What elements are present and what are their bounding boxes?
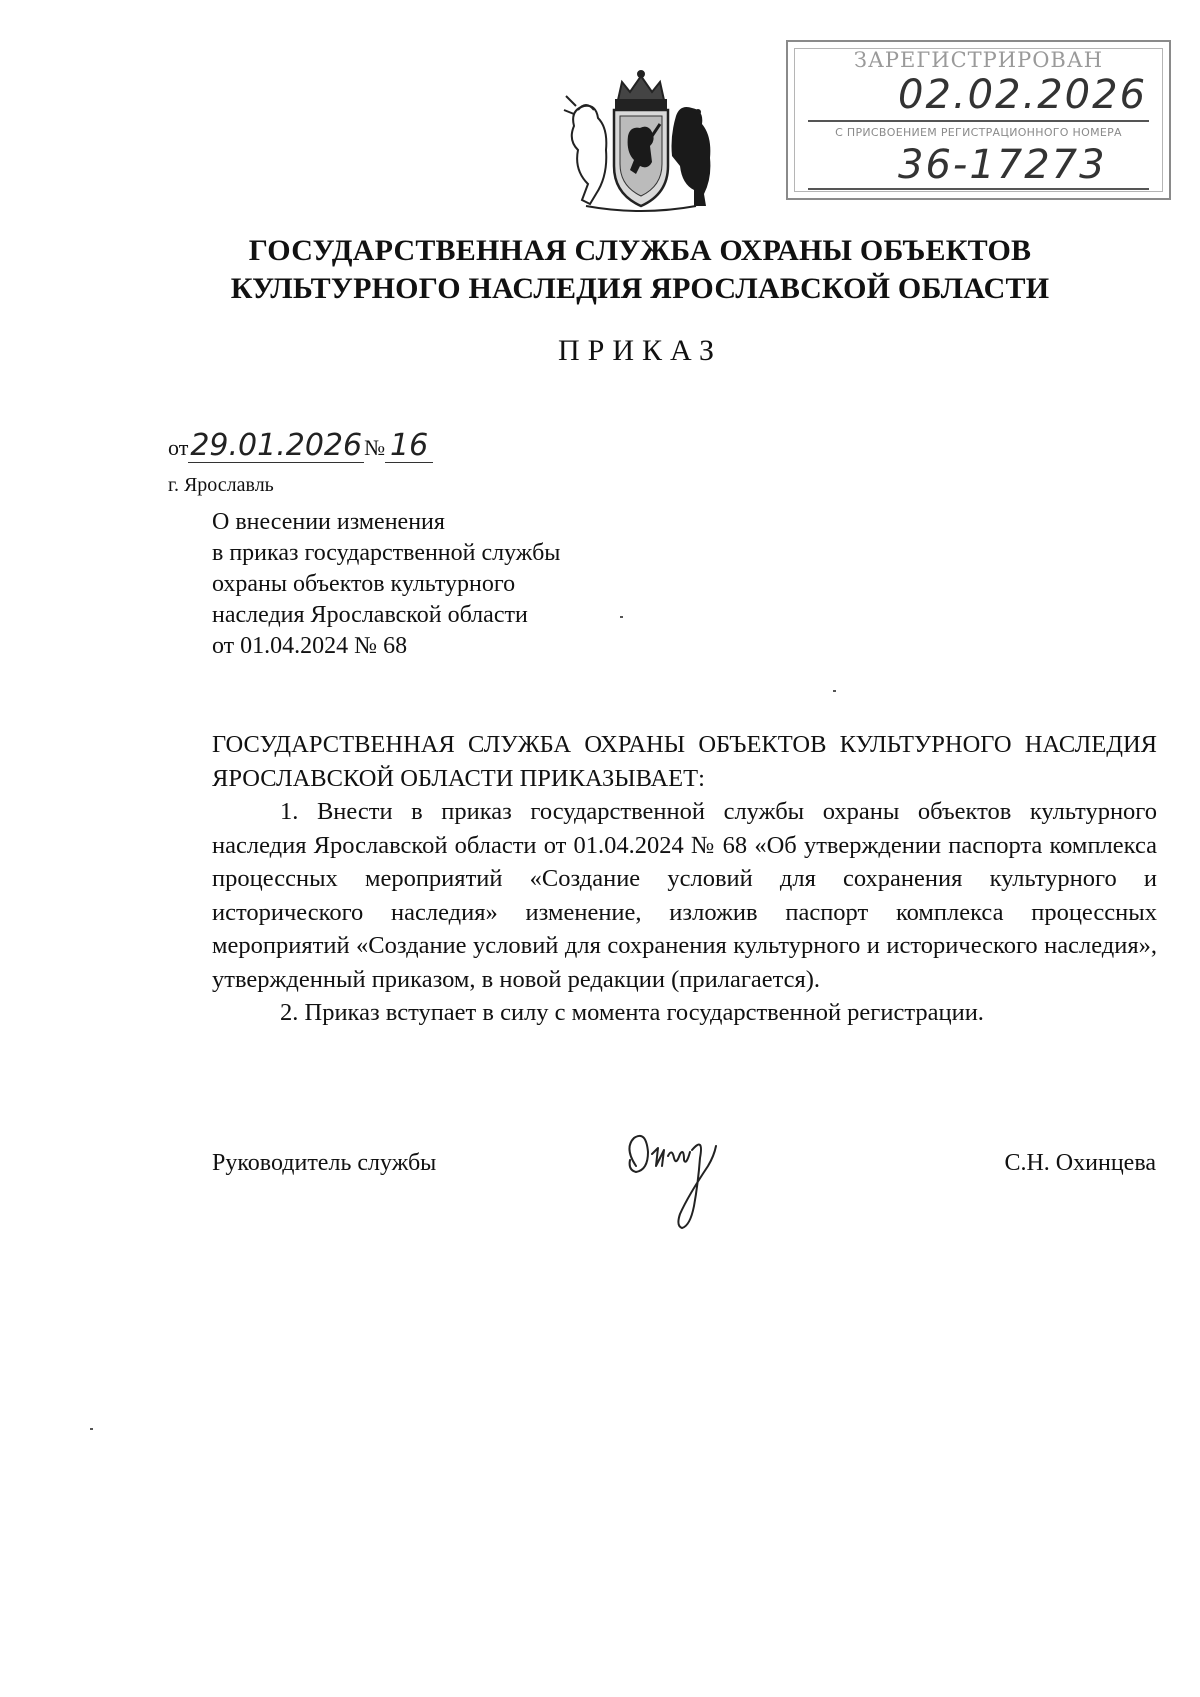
document-date: 29.01.2026 [190,428,363,463]
body-lead: ГОСУДАРСТВЕННАЯ СЛУЖБА ОХРАНЫ ОБЪЕКТОВ КУЛЬТУРНОГО НАСЛЕДИЯ ЯРОСЛАВСКОЙ ОБЛАСТИ ПРИКАЗЫВАЕТ: [212,731,1157,792]
org-heading-line: ГОСУДАРСТВЕННАЯ СЛУЖБА ОХРАНЫ ОБЪЕКТОВ [248,234,1032,267]
organization-heading [150,232,1130,308]
document-subject [212,507,732,662]
number-label: № [364,435,386,460]
handwritten-signature [618,1126,748,1236]
document-body [212,728,1157,1030]
org-heading-line: КУЛЬТУРНОГО НАСЛЕДИЯ ЯРОСЛАВСКОЙ ОБЛАСТИ [230,272,1050,305]
stamp-divider [808,120,1149,122]
from-label: от [168,435,189,460]
document-type: ПРИКАЗ [558,334,722,367]
subject-line: от 01.04.2024 № 68 [212,633,408,659]
subject-line: охраны объектов культурного [212,571,516,597]
stamp-divider [808,188,1149,190]
scan-speck [833,690,836,692]
body-item: 1. Внести в приказ государственной службы охраны объектов культурного наследия Ярославской области от 01.04.2024 № 68 «Об утверждении паспорта комплекса процессных мероприятий «Создание условий для сохранения культурного и исторического наследия» изменение, изложив паспорт комплекса процессных мероприятий «Создание условий для сохранения культурного и исторического наследия», утвержденный приказом, в новой редакции (прилагается). [212,798,1157,993]
city: г. Ярославль [168,474,274,496]
body-item: 2. Приказ вступает в силу с момента государственной регистрации. [280,999,984,1026]
coat-of-arms-icon [556,66,726,216]
scan-speck [90,1428,93,1430]
signer-position: Руководитель службы [212,1150,437,1176]
subject-line: в приказ государственной службы [212,540,561,566]
subject-line: наследия Ярославской области [212,602,528,628]
subject-line: О внесении изменения [212,509,445,535]
stamp-date: 02.02.2026 [898,72,1148,118]
stamp-registration-number: 36-17273 [898,142,1107,188]
registration-stamp [786,40,1171,200]
signer-name: С.Н. Охинцева [1004,1150,1156,1176]
stamp-title: ЗАРЕГИСТРИРОВАН [853,48,1104,72]
stamp-caption: С ПРИСВОЕНИЕМ РЕГИСТРАЦИОННОГО НОМЕРА [835,126,1122,139]
document-number: 16 [385,430,433,463]
scan-speck [620,616,623,618]
date-number-line [168,430,433,463]
